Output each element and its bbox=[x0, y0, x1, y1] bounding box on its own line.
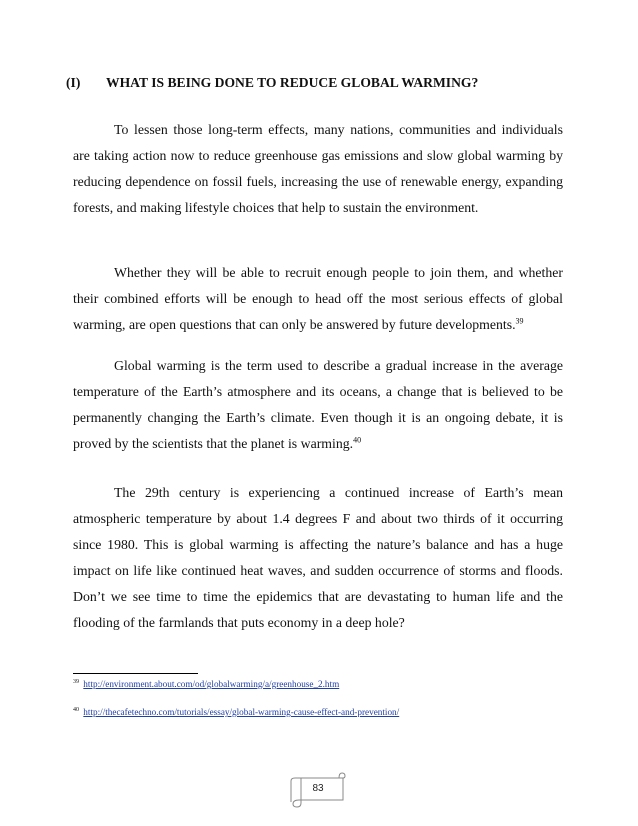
footnote-number: 40 bbox=[73, 706, 79, 713]
section-number: (I) bbox=[66, 75, 81, 90]
footnote-number: 39 bbox=[73, 678, 79, 685]
paragraph-2 bbox=[73, 260, 563, 338]
footnote-link[interactable]: http://thecafetechno.com/tutorials/essay/global-warming-cause-effect-and-prevention/ bbox=[83, 707, 400, 717]
paragraph-text: Global warming is the term used to describe a gradual increase in the average temperature of the Earth’s atmosphere and its oceans, a change that is believed to be permanently changing the Earth’s climate. Even though it is an ongoing debate, it is proved by the scientists that the planet is warming. bbox=[73, 358, 563, 451]
footnote-40 bbox=[73, 706, 573, 718]
footnote-39 bbox=[73, 678, 573, 690]
section-title: WHAT IS BEING DONE TO REDUCE GLOBAL WARMING? bbox=[106, 75, 479, 90]
footnote-link[interactable]: http://environment.about.com/od/globalwarming/a/greenhouse_2.htm bbox=[83, 679, 340, 689]
footnote-ref-40: 40 bbox=[353, 435, 362, 445]
page-number: 83 bbox=[312, 783, 324, 794]
paragraph-text: Whether they will be able to recruit enough people to join them, and whether their combined efforts will be enough to head off the most serious effects of global warming, are open questions that can only be answered by future developments. bbox=[73, 265, 563, 332]
paragraph-3 bbox=[73, 353, 563, 457]
paragraph-4 bbox=[73, 480, 563, 636]
footnote-separator bbox=[73, 673, 198, 674]
footnote-ref-39: 39 bbox=[515, 316, 524, 326]
paragraph-1 bbox=[73, 117, 563, 221]
paragraph-text: To lessen those long-term effects, many nations, communities and individuals are taking action now to reduce greenhouse gas emissions and slow global warming by reducing dependence on fossil fuels, increasing the use of renewable energy, expanding forests, and making lifestyle choices that help to sustain the environment. bbox=[73, 122, 563, 215]
paragraph-text: The 29th century is experiencing a continued increase of Earth’s mean atmospheric temperature by about 1.4 degrees F and about two thirds of it occurring since 1980. This is global warming is affecting the nature’s balance and has a huge impact on life like continued heat waves, and sudden occurrence of storms and floods. Don’t we see time to time the epidemics that are devastating to human life and the flooding of the farmlands that puts economy in a deep hole? bbox=[73, 485, 563, 630]
page-number-scroll bbox=[289, 772, 347, 808]
